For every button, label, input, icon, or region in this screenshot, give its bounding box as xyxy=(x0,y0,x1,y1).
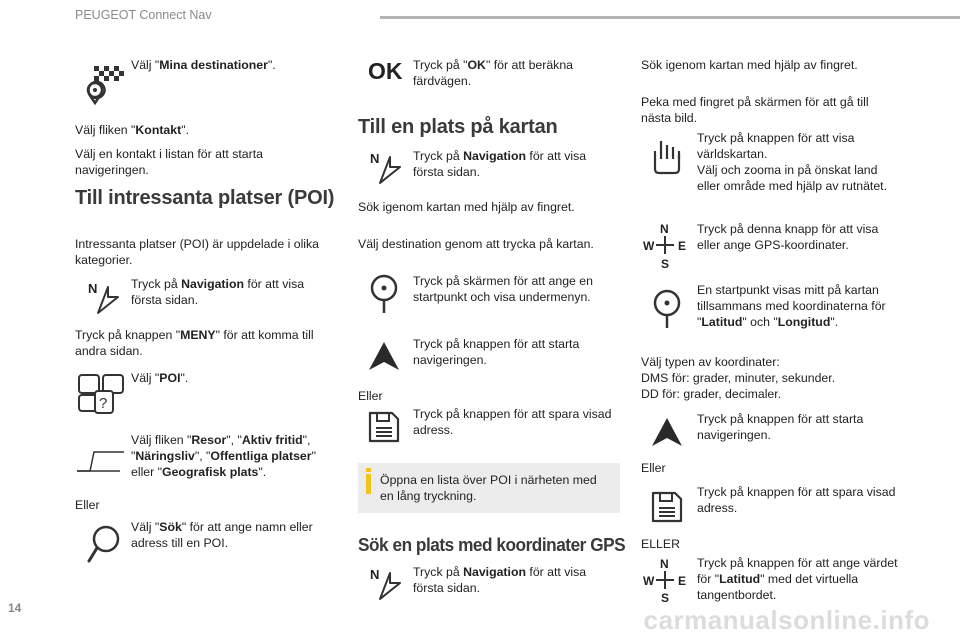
select-search-text: Välj "Sök" för att ange namn eller adress till en POI. xyxy=(131,520,313,550)
info-text: Öppna en lista över POI i närheten med en lång tryckning. xyxy=(380,473,597,503)
start-navigation-icon xyxy=(641,409,693,455)
navigation-text-2: Tryck på Navigation för att visa första sidan. xyxy=(413,149,587,179)
start-navigation-icon xyxy=(358,333,410,379)
poi-icon xyxy=(75,370,127,416)
or-text-4: ELLER xyxy=(641,537,680,551)
browse-map-text: Sök igenom kartan med hjälp av fingret. xyxy=(358,200,575,214)
ok-text: Tryck på "OK" för att beräkna färdvägen. xyxy=(413,58,574,88)
select-destinations-text: Välj "Mina destinationer". xyxy=(131,58,276,72)
header-rule xyxy=(380,16,960,19)
dd-text: DD för: grader, decimaler. xyxy=(641,387,782,401)
contact-tab-text: Välj fliken "Kontakt". xyxy=(75,123,189,137)
map-pin-icon xyxy=(358,272,410,318)
ok-icon: OK xyxy=(368,58,403,84)
start-navigation-text-2: Tryck på knappen för att starta navigeringen. xyxy=(697,412,864,442)
compass-gps-icon: N W E S xyxy=(643,557,687,605)
save-floppy-icon xyxy=(641,484,693,530)
map-pin-icon xyxy=(641,287,693,333)
navigation-arrow-icon xyxy=(360,561,412,607)
gps-heading: Sök en plats med koordinater GPS xyxy=(358,534,626,555)
svg-text:N: N xyxy=(88,281,98,296)
tap-screen-text: Tryck på skärmen för att ange en startpunkt och visa undermenyn. xyxy=(413,274,593,304)
header-title: PEUGEOT Connect Nav xyxy=(75,8,212,22)
hand-swipe-icon xyxy=(641,134,693,180)
zoom-grid-text: Välj och zooma in på önskat land eller område med hjälp av rutnätet. xyxy=(697,163,888,193)
save-address-text-2: Tryck på knappen för att spara visad adress. xyxy=(697,485,896,515)
map-heading: Till en plats på kartan xyxy=(358,116,558,138)
info-icon-dot xyxy=(366,468,371,472)
select-tab-text: Välj fliken "Resor", "Aktiv fritid", "Näringsliv", "Offentliga platser" eller "Geografisk plats". xyxy=(131,433,316,479)
svg-text:N: N xyxy=(370,567,380,582)
choose-destination-text: Välj destination genom att trycka på kartan. xyxy=(358,237,594,251)
poi-heading: Till intressanta platser (POI) xyxy=(75,187,335,209)
latitude-input-text: Tryck på knappen för att ange värdet för "Latitud" med det virtuella tangentbordet. xyxy=(697,556,898,602)
save-address-text: Tryck på knappen för att spara visad adress. xyxy=(413,407,612,437)
coord-type-text: Välj typen av koordinater: xyxy=(641,355,780,369)
compass-gps-icon: N W E S xyxy=(643,222,687,271)
checkered-flag-pin-icon xyxy=(78,62,130,108)
dms-text: DMS för: grader, minuter, sekunder. xyxy=(641,371,836,385)
info-icon xyxy=(366,474,371,494)
navigation-arrow-icon xyxy=(360,145,412,191)
tab-shape-icon xyxy=(75,438,127,484)
page-number: 14 xyxy=(8,601,22,615)
navigation-text-3: Tryck på Navigation för att visa första sidan. xyxy=(413,565,587,595)
world-map-text: Tryck på knappen för att visa världskartan. xyxy=(697,131,855,161)
browse-map-text-2: Sök igenom kartan med hjälp av fingret. xyxy=(641,58,858,72)
or-text-3: Eller xyxy=(641,461,666,475)
search-magnifier-icon xyxy=(78,522,130,568)
poi-categories-text: Intressanta platser (POI) är uppdelade i olika kategorier. xyxy=(75,237,320,267)
navigation-text: Tryck på Navigation för att visa första sidan. xyxy=(131,277,305,307)
gps-button-text: Tryck på denna knapp för att visa eller ange GPS-koordinater. xyxy=(697,222,879,252)
center-point-text: En startpunkt visas mitt på kartan tillsammans med koordinaterna för "Latitud" och "Longitud". xyxy=(697,283,886,329)
navigation-arrow-icon xyxy=(78,275,130,321)
next-screen-text: Peka med fingret på skärmen för att gå till nästa bild. xyxy=(641,95,869,125)
contact-list-text: Välj en kontakt i listan för att starta navigeringen. xyxy=(75,147,263,177)
or-text: Eller xyxy=(75,498,100,512)
watermark: carmanualsonline.info xyxy=(643,605,930,635)
menu-button-text: Tryck på knappen "MENY" för att komma till andra sidan. xyxy=(75,328,314,358)
save-floppy-icon xyxy=(358,404,410,450)
svg-text:?: ? xyxy=(99,395,108,412)
start-navigation-text: Tryck på knappen för att starta navigeringen. xyxy=(413,337,580,367)
svg-text:N: N xyxy=(370,151,380,166)
select-poi-text: Välj "POI". xyxy=(131,371,189,385)
or-text-2: Eller xyxy=(358,389,383,403)
